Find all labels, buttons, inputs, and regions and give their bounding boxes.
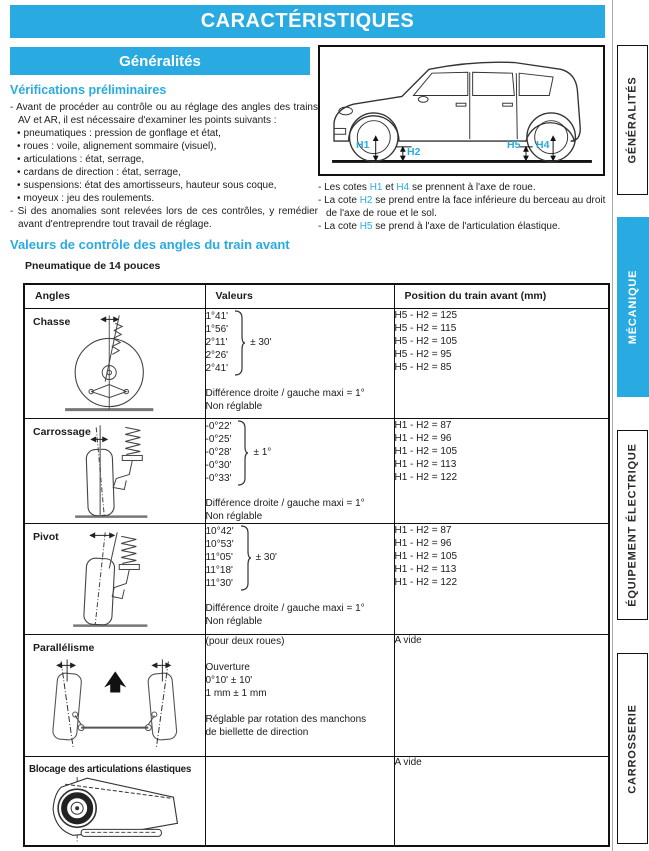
note-h1-h4: - Les cotes H1 et H4 se prennent à l'axe de roue.: [318, 182, 536, 193]
row-label-carrossage: Carrossage: [33, 425, 91, 438]
prelim-list: [10, 101, 318, 231]
row-label-chasse: Chasse: [33, 315, 71, 328]
parallelisme-line5: Réglable par rotation des manchons de biellette de direction: [205, 713, 367, 738]
page-title: CARACTÉRISTIQUES: [200, 10, 415, 32]
brace-icon: [239, 524, 252, 592]
tab-generalites[interactable]: GÉNÉRALITÉS: [617, 45, 648, 195]
bullet-icon: •: [17, 180, 21, 191]
tab-mecanique[interactable]: MÉCANIQUE: [617, 217, 649, 397]
cote-h2-label: H2: [407, 146, 421, 158]
list-item: • roues : voile, alignement sommaire (visuel),: [17, 141, 217, 152]
car-height-diagram: [318, 45, 605, 176]
row-label-parallelisme: Parallélisme: [33, 641, 95, 654]
list-item: • suspensions: état des amortisseurs, hauteur sous coque,: [17, 180, 277, 191]
parallelisme-line3: 0°10' ± 10': [205, 674, 253, 686]
carrossage-values: -0°22' -0°25' -0°28' -0°30' -0°33' ± 1°: [206, 419, 394, 487]
sidebar-divider: [612, 0, 613, 851]
pivot-positions: H1 - H2 = 87 H1 - H2 = 96 H1 - H2 = 105 H1 - H2 = 113 H1 - H2 = 122: [394, 523, 609, 634]
pivot-tolerance: ± 30': [255, 552, 277, 563]
table-row: [24, 756, 609, 846]
note-h2: - La cote H2 se prend entre la face inférieure du berceau au droit de l'axe de roue et le sol.: [318, 195, 606, 219]
prelim-outro: - Si des anomalies sont relevées lors de ces contrôles, y remédier avant d'entreprendre tout travail de réglage.: [10, 206, 318, 230]
prelim-intro: - Avant de procéder au contrôle ou au réglage des angles des trains AV et AR, il est nécessaire d'examiner les points suivants :: [10, 102, 318, 126]
tab-carrosserie[interactable]: CARROSSERIE: [617, 653, 648, 844]
carrossage-positions: H1 - H2 = 87 H1 - H2 = 96 H1 - H2 = 105 H1 - H2 = 113 H1 - H2 = 122: [394, 418, 609, 523]
carrossage-tolerance: ± 1°: [253, 447, 272, 458]
row-label-pivot: Pivot: [33, 530, 59, 543]
brace-icon: [233, 309, 246, 377]
parallelisme-position: A vide: [394, 634, 422, 646]
chasse-positions: H5 - H2 = 125 H5 - H2 = 115 H5 - H2 = 105 H5 - H2 = 95 H5 - H2 = 85: [394, 308, 609, 418]
tab-equipement-electrique[interactable]: ÉQUIPEMENT ÉLECTRIQUE: [617, 430, 648, 620]
pivot-values: 10°42' 10°53' 11°05' 11°18' 11°30' ± 30': [206, 524, 394, 592]
list-item: • pneumatiques : pression de gonflage et état,: [17, 128, 221, 139]
page-title-bar: [10, 5, 605, 38]
bullet-icon: •: [17, 154, 21, 165]
carrossage-note1: Différence droite / gauche maxi = 1°: [205, 497, 365, 509]
parallelisme-line1: (pour deux roues): [205, 635, 285, 647]
brace-icon: [236, 419, 249, 487]
list-item: • cardans de direction : état, serrage,: [17, 167, 181, 178]
car-silhouette-drawing: [320, 47, 603, 174]
col-header-valeurs: Valeurs: [205, 284, 394, 308]
cote-h5-label: H5: [507, 139, 521, 151]
bullet-icon: •: [17, 128, 21, 139]
section-title: Généralités: [119, 52, 201, 70]
cote-notes: [318, 181, 618, 233]
parallelisme-line4: 1 mm ± 1 mm: [205, 687, 267, 699]
bullet-icon: •: [17, 141, 21, 152]
table-row: [24, 308, 609, 418]
table-row: [24, 634, 609, 756]
tyre-size-subheading: Pneumatique de 14 pouces: [25, 260, 161, 272]
section-title-bar: [10, 47, 310, 75]
table-header-row: [24, 284, 609, 308]
carrossage-note2: Non réglable: [205, 510, 263, 522]
bullet-icon: •: [17, 167, 21, 178]
pivot-note1: Différence droite / gauche maxi = 1°: [205, 602, 365, 614]
prelim-heading: Vérifications préliminaires: [10, 83, 167, 97]
front-axle-spec-table: [23, 283, 610, 847]
chasse-note1: Différence droite / gauche maxi = 1°: [205, 387, 365, 399]
chasse-values: 1°41' 1°56' 2°11' 2°26' 2°41' ± 30': [206, 309, 394, 377]
col-header-position: Position du train avant (mm): [394, 284, 609, 308]
blocage-values-empty: [205, 756, 394, 846]
bullet-icon: •: [17, 193, 21, 204]
car-direction-arrow-icon: [104, 671, 126, 692]
col-header-angles: Angles: [24, 284, 205, 308]
parallelisme-line2: Ouverture: [205, 661, 250, 673]
pivot-note2: Non réglable: [205, 615, 263, 627]
values-heading: Valeurs de contrôle des angles du train avant: [10, 237, 290, 252]
blocage-position: A vide: [394, 756, 422, 768]
list-item: • articulations : état, serrage,: [17, 154, 145, 165]
note-h5: - La cote H5 se prend à l'axe de l'articulation élastique.: [318, 221, 561, 232]
row-label-blocage: Blocage des articulations élastiques: [29, 763, 192, 775]
table-row: [24, 523, 609, 634]
table-row: [24, 418, 609, 523]
cote-h4-label: H4: [536, 139, 550, 151]
chasse-note2: Non réglable: [205, 400, 263, 412]
cote-h1-label: H1: [356, 139, 370, 151]
list-item: • moyeux : jeu des roulements.: [17, 193, 155, 204]
chasse-tolerance: ± 30': [250, 337, 272, 348]
